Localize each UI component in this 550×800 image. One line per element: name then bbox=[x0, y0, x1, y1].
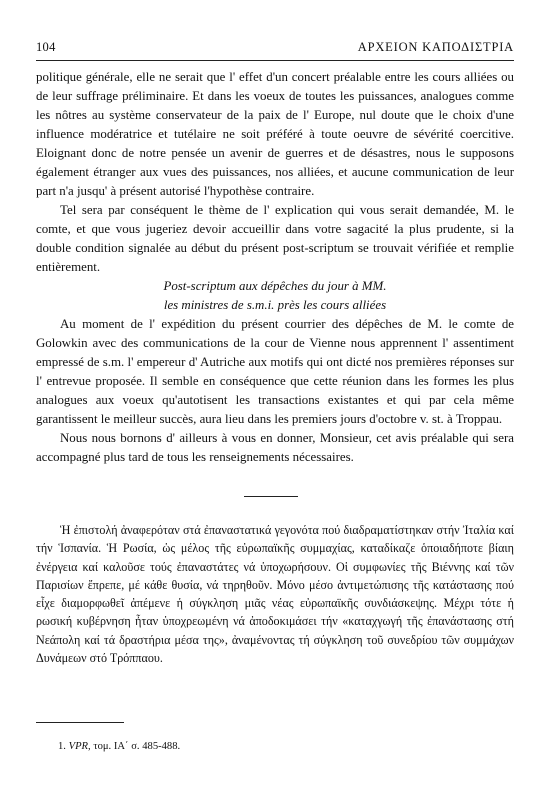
header-rule bbox=[36, 60, 514, 61]
postscript-title-line-2: les ministres de s.m.i. près les cours alliées bbox=[163, 298, 387, 312]
page-number: 104 bbox=[36, 40, 56, 54]
editorial-commentary bbox=[36, 521, 514, 667]
paragraph-4: Nous nous bornons d' ailleurs à vous en donner, Monsieur, cet avis préalable qui sera accompagné plus tard de tous les renseignements nécessaires. bbox=[36, 431, 514, 464]
footnote-source: VPR, bbox=[68, 741, 91, 752]
paragraph-2: Tel sera par conséquent le thème de l' explication qui vous serait demandée, M. le comte, et que vous jugeriez devoir accueillir dans votre sagacité la plus prudente, si la double condition signalée au début du présent post-scriptum se trouvait vérifiée et remplie entièrement. bbox=[36, 203, 514, 274]
section-separator bbox=[244, 496, 298, 497]
running-title: ΑΡΧΕΙΟΝ ΚΑΠΟΔΙΣΤΡΙΑ bbox=[357, 40, 514, 54]
commentary-paragraph: Ἡ ἐπιστολή ἀναφερόταν στά ἐπαναστατικά γεγονότα πού διαδραματίστηκαν στήν Ἰταλία καί τήν Ἱσπανία. Ἡ Ρωσία, ὡς μέλος τῆς εὐρωπαϊκῆς συμμαχίας, καταδίκαζε ὁποιαδήποτε βίαιη ἐνέργεια καί καλοῦσε τούς ἐπαναστάτες νά ὑποχωρήσουν. Οἱ συμφωνίες τῆς Βιέννης καί τῶν Παρισίων ἔπρεπε, μέ κάθε θυσία, νά τηρηθοῦν. Μόνο μέσο ἀντιμετώπισης τῆς κατάστασης πού εἶχε διαμορφωθεῖ ἀπέμενε ἡ σύγκληση μιᾶς νέας εὐρωπαϊκῆς συνδιάσκεψης. Μέχρι τότε ἡ ρωσική κυβέρνηση ἦταν ὑποχρεωμένη νά ἀποδοκιμάσει τήν «καταχγωγή τῆς ἐπανάστασης στή Νεάπολη καί τά δραστήρια μέσα της», ἀναμένοντας τή σύγκληση τοῦ συνεδρίου τῶν συμμάχων Δυνάμεων στό Τρόππαου. bbox=[36, 523, 514, 666]
paragraph-3: Au moment de l' expédition du présent courrier des dépêches de M. le comte de Golowkin avec des communications de la cour de Vienne nous apprennent l' assentiment empressé de s.m. l' empereur d' Autriche aux motifs qui ont dicté nos premières réponses sur l' entrevue proposée. Il semble en conséquence que cette réunion dans les formes les plus analogues aux voeux qu'autotisent les transactions existantes et qui par cela même garantissent le meilleur succès, aura lieu dans les premiers jours d'octobre v. st. à Troppau. bbox=[36, 317, 514, 426]
page-header bbox=[36, 40, 514, 56]
footnote bbox=[58, 741, 180, 752]
footnote-rule bbox=[36, 722, 124, 723]
paragraph-1: politique générale, elle ne serait que l' effet d'un concert préalable entre les cours alliées ou de leur suffrage préliminaire. Et dans les voeux de toutes les puissances, analogues comme les nôtres au système conservateur de la paix de l' Europe, nul doute que le choix d'une influence modératrice et tutélaire ne soit préféré à toute oeuvre de sévérité coercitive. Eloignant donc de notre pensée un avenir de guerres et de désastres, nous le supposons également étranger aux vues des puissances, nos alliées, et aucune communication de leur part n'a jusqu' à présent autorisé l'hypothèse contraire. bbox=[36, 70, 514, 198]
footnote-reference: τομ. ΙΑ΄ σ. 485-488. bbox=[93, 741, 181, 752]
postscript-title-line-1: Post-scriptum aux dépêches du jour à MM. bbox=[163, 279, 387, 293]
letter-body bbox=[36, 68, 514, 467]
footnote-number: 1. bbox=[58, 741, 66, 752]
